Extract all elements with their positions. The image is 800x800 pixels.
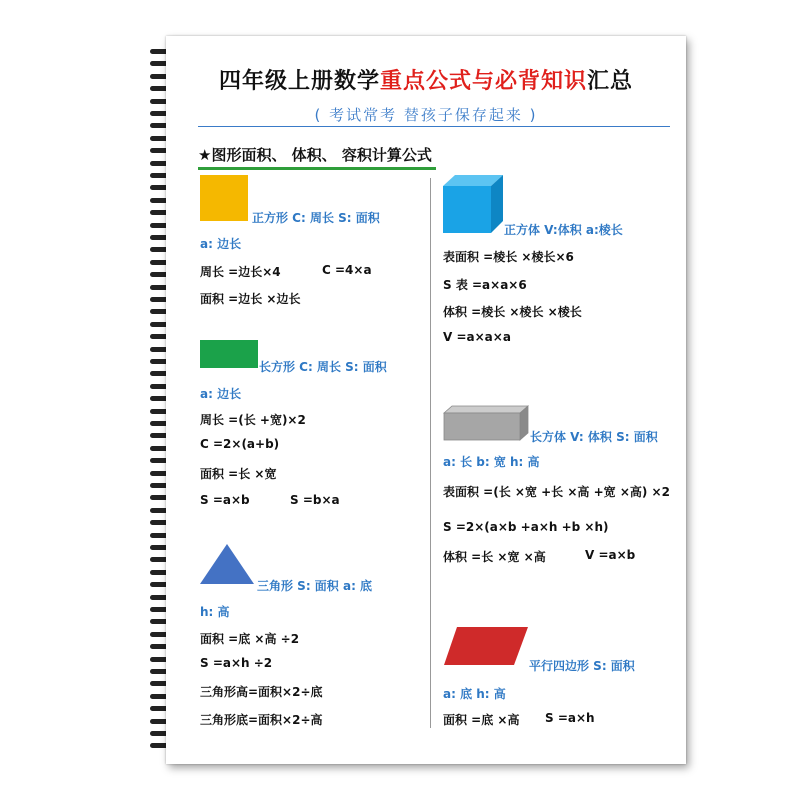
triangle-icon [199,543,255,585]
triangle-label: 三角形 S: 面积 a: 底 [257,579,373,593]
rectangle-label-2: a: 边长 [200,387,242,401]
cuboid-label: 长方体 V: 体积 S: 面积 [530,430,658,444]
rectangle-formula-2: C =2×(a+b) [200,437,280,451]
rectangle-formula-4b: S =b×a [290,493,340,507]
square-icon [200,175,248,221]
parallelogram-label-2: a: 底 h: 高 [443,687,506,701]
rectangle-formula-3: 面积 =长 ×宽 [200,467,277,481]
square-formula-1: 周长 =边长×4 [200,265,281,279]
square-label: 正方形 C: 周长 S: 面积 [252,211,380,225]
triangle-formula-2: S =a×h ÷2 [200,656,273,670]
cuboid-formula-3b: V =a×b [585,548,636,562]
cube-icon [442,174,504,234]
triangle-label-2: h: 高 [200,605,230,619]
title-part-end: 汇总 [587,69,634,94]
cube-formula-4: V =a×a×a [443,330,511,344]
column-divider [430,178,431,728]
square-formula-1b: C =4×a [322,263,372,277]
triangle-formula-1: 面积 =底 ×高 ÷2 [200,632,300,646]
header-divider [198,126,670,127]
section-heading [198,144,436,170]
cuboid-formula-2: S =2×(a×b +a×h +b ×h) [443,520,609,534]
square-formula-2: 面积 =边长 ×边长 [200,292,301,306]
rectangle-label: 长方形 C: 周长 S: 面积 [259,360,387,374]
rectangle-formula-1: 周长 =(长 +宽)×2 [200,413,306,427]
cube-formula-3: 体积 =棱长 ×棱长 ×棱长 [443,305,582,319]
parallelogram-formula-1b: S =a×h [545,711,595,725]
section-title: 图形面积、 体积、 容积计算公式 [211,146,432,164]
subtitle: ( 考试常考 替孩子保存起来 ) [314,106,538,124]
square-label-2: a: 边长 [200,237,242,251]
cube-formula-1: 表面积 =棱长 ×棱长×6 [443,250,574,264]
parallelogram-label: 平行四边形 S: 面积 [529,659,635,673]
triangle-formula-4: 三角形底=面积×2÷高 [200,713,323,727]
rectangle-formula-4: S =a×b [200,493,250,507]
cuboid-formula-1: 表面积 =(长 ×宽 +长 ×高 +宽 ×高) ×2 [443,485,670,499]
parallelogram-formula-1: 面积 =底 ×高 [443,713,520,727]
triangle-formula-3: 三角形高=面积×2÷底 [200,685,323,699]
title-part-black: 四年级上册数学 [218,69,380,94]
cube-label: 正方体 V:体积 a:棱长 [504,223,623,237]
page-title [166,64,686,95]
star-icon: ★ [198,146,212,164]
cuboid-icon [443,405,529,441]
cuboid-formula-3: 体积 =长 ×宽 ×高 [443,550,546,564]
title-part-red: 重点公式与必背知识 [379,69,587,94]
cube-formula-2: S 表 =a×a×6 [443,278,527,292]
cuboid-label-2: a: 长 b: 宽 h: 高 [443,455,540,469]
rectangle-icon [200,340,258,368]
parallelogram-icon [443,626,529,666]
